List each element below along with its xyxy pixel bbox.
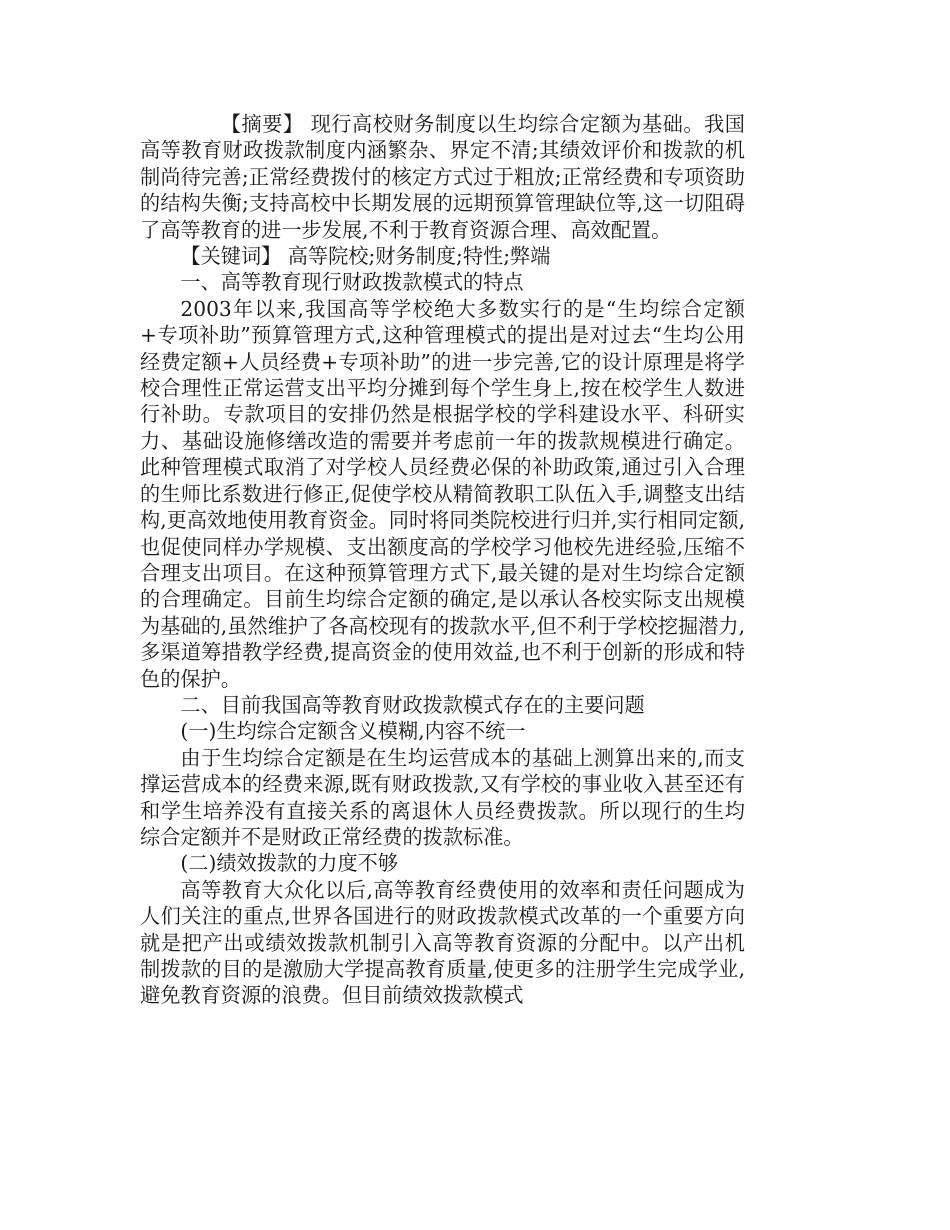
document-body [140,111,745,1009]
subsection-heading-1: (一)生均综合定额含义模糊,内容不统一 [180,719,526,744]
keywords-paragraph: 【关键词】 高等院校;财务制度;特性;弊端 [180,244,551,269]
abstract-paragraph: 【摘要】 现行高校财务制度以生均综合定额为基础。我国高等教育财政拨款制度内涵繁杂、界定不清;其绩效评价和拨款的机制尚待完善;正常经费拨付的核定方式过于粗放;正常经费和专项资助的结构失衡;支持高校中长期发展的远期预算管理缺位等,这一切阻碍了高等教育的进一步发展,不利于教育资源合理、高效配置。 [140,112,745,242]
section-heading-2: 二、目前我国高等教育财政拨款模式存在的主要问题 [180,692,645,717]
body-paragraph-3: 高等教育大众化以后,高等教育经费使用的效率和责任问题成为人们关注的重点,世界各国进行的财政拨款模式改革的一个重要方向就是把产出或绩效拨款机制引入高等教育资源的分配中。以产出机制拨款的目的是激励大学提高教育质量,使更多的注册学生完成学业,避免教育资源的浪费。但目前绩效拨款模式 [140,877,745,1008]
subsection-heading-2: (二)绩效拨款的力度不够 [180,851,399,876]
section-heading-1: 一、高等教育现行财政拨款模式的特点 [180,270,524,295]
body-paragraph-1: 2003年以来,我国高等学校绝大多数实行的是“生均综合定额+专项补助”预算管理方式,这种管理模式的提出是对过去“生均公用经费定额+人员经费+专项补助”的进一步完善,它的设计原理是将学校合理性正常运营支出平均分摊到每个学生身上,按在校学生人数进行补助。专款项目的安排仍然是根据学校的学科建设水平、科研实力、基础设施修缮改造的需要并考虑前一年的拨款规模进行确定。此种管理模式取消了对学校人员经费必保的补助政策,通过引入合理的生师比系数进行修正,促使学校从精简教职工队伍入手,调整支出结构,更高效地使用教育资金。同时将同类院校进行归并,实行相同定额,也促使同样办学规模、支出额度高的学校学习他校先进经验,压缩不合理支出项目。在这种预算管理方式下,最关键的是对生均综合定额的合理确定。目前生均综合定额的确定,是以承认各校实际支出规模为基础的,虽然维护了各高校现有的拨款水平,但不利于学校挖掘潜力,多渠道筹措教学经费,提高资金的使用效益,也不利于创新的形成和特色的保护。 [140,296,745,691]
body-paragraph-2: 由于生均综合定额是在生均运营成本的基础上测算出来的,而支撑运营成本的经费来源,既有财政拨款,又有学校的事业收入甚至还有和学生培养没有直接关系的离退休人员经费拨款。所以现行的生均综合定额并不是财政正常经费的拨款标准。 [140,745,745,849]
